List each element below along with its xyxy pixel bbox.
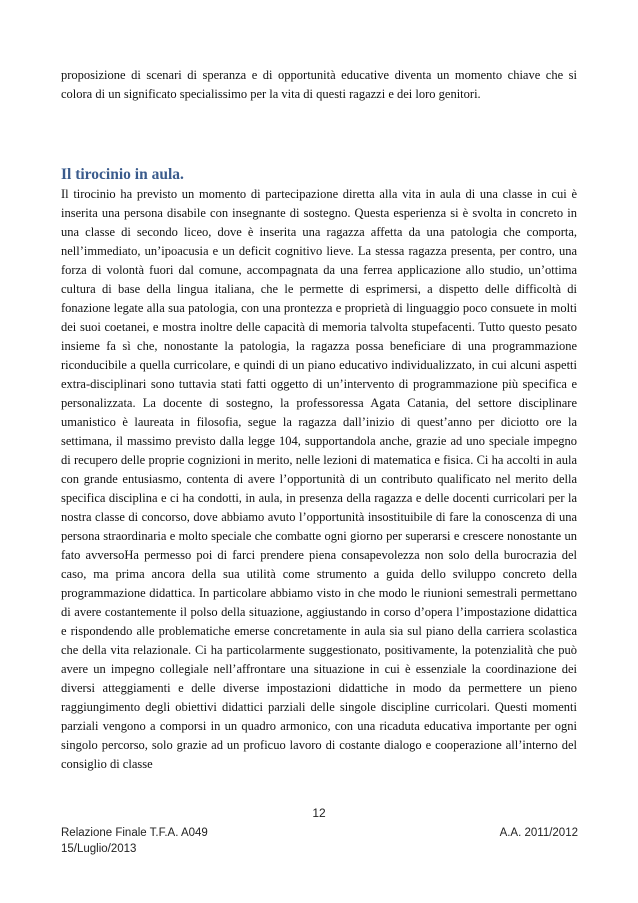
body-paragraph: Il tirocinio ha previsto un momento di partecipazione diretta alla vita in aula di una classe in cui è inserita una persona disabile con insegnante di sostegno. Questa esperienza si è svolta in concreto in una classe di secondo liceo, dove è inserita una ragazza affetta da una patologia che comporta, nell’immediato, un’ipoacusia e un deficit cognitivo lieve. La stessa ragazza presenta, per contro, una forza di volontà fuori dal comune, accompagnata da una ferrea applicazione allo studio, un’ottima cultura di base della lingua italiana, che le permette di esprimersi, a dispetto delle difficoltà di fonazione legate alla sua patologia, con una prontezza e proprietà di linguaggio poco consuete in molti dei suoi coetanei, e mostra inoltre delle capacità di memoria talvolta stupefacenti. Tutto questo pesato insieme fa sì che, nonostante la patologia, la ragazza possa beneficiare di una programmazione riconducibile a quella curricolare, e quindi di un piano educativo individualizzato, in cui alcuni aspetti extra-disciplinari sono tuttavia stati fatti oggetto di un’intervento di programmazione più specifica e personalizzata. La docente di sostegno, la professoressa Agata Catania, del settore disciplinare umanistico è laureata in filosofia, segue la ragazza dall’inizio di quest’anno per diciotto ore la settimana, il massimo previsto dalla legge 104, supportandola anche, grazie ad uno speciale impegno di recupero delle proprie cognizioni in merito, nelle lezioni di matematica e fisica. Ci ha accolti in aula con grande entusiasmo, contenta di avere l’opportunità di un contributo qualificato nel merito della specifica disciplina e ci ha condotti, in aula, in presenza della ragazza e delle docenti curricolari per la nostra classe di concorso, dove abbiamo avuto l’opportunità insostituibile di fare la conoscenza di una persona straordinaria e molto speciale che combatte ogni giorno per superarsi e crescere nonostante un fato avversoHa permesso poi di farci prendere piena consapevolezza non solo della burocrazia del caso, ma prima ancora della sua utilità come strumento a guida dello sviluppo concreto della programmazione didattica. In particolare abbiamo visto in che modo le riunioni semestrali permettano di avere costantemente il polso della situazione, aggiustando in corso d’opera l’impostazione didattica e rispondendo alle problematiche emerse concretamente in aula sia sul piano della carriera scolastica che della vita relazionale. Ci ha particolarmente suggestionato, positivamente, la potenzialità che può avere un impegno collegiale nell’affrontare una situazione in cui è essenziale la coordinazione dei diversi atteggiamenti e delle diverse impostazioni didattiche in modo da permettere un pieno raggiungimento degli obiettivi didattici parziali delle singole discipline curricolari. Questi momenti parziali vengono a comporsi in un quadro armonico, con una ricaduta educativa importante per ogni singolo percorso, solo grazie ad un proficuo lavoro di costante dialogo e cooperazione all’interno del consiglio di classe bbox=[61, 187, 577, 771]
footer-report-title: Relazione Finale T.F.A. A049 bbox=[61, 827, 208, 839]
intro-paragraph: proposizione di scenari di speranza e di opportunità educative diventa un momento chiave che si colora di un significato specialissimo per la vita di questi ragazzi e dei loro genitori. bbox=[61, 68, 577, 101]
footer-left bbox=[61, 825, 208, 857]
footer-academic-year: A.A. 2011/2012 bbox=[499, 827, 578, 839]
page-number: 12 bbox=[312, 806, 326, 820]
footer-date: 15/Luglio/2013 bbox=[61, 843, 137, 855]
section-heading: Il tirocinio in aula. bbox=[61, 166, 184, 183]
